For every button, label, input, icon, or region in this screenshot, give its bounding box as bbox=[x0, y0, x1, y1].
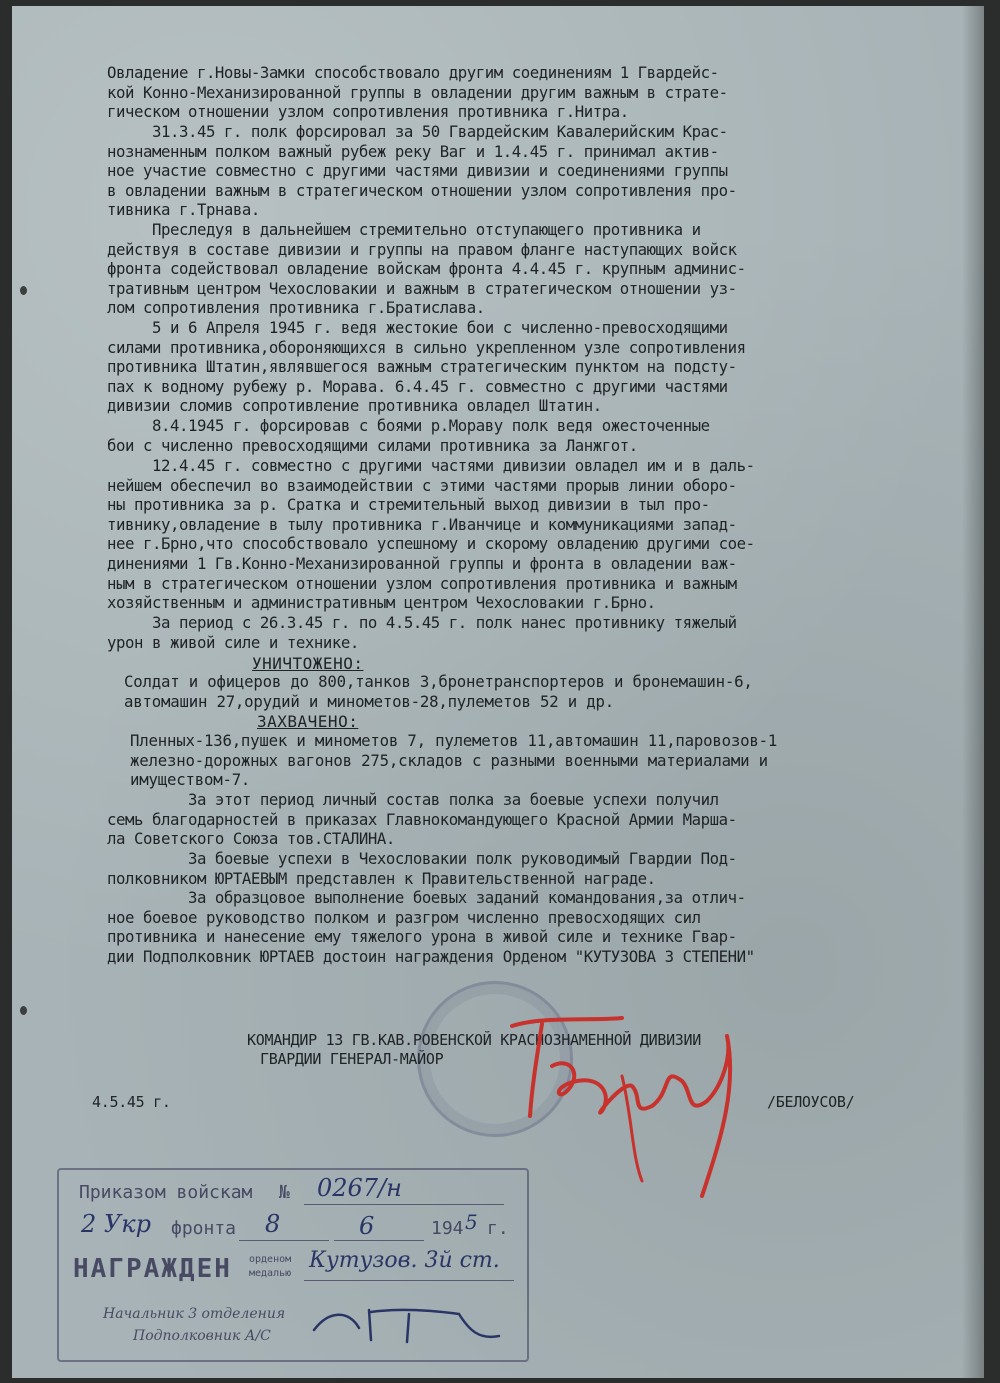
paragraph-recommendation: За образцовое выполнение боевых заданий командования,за отлич- ное боевое руководство полком и разгром численно превосходящих сил противника и нанесение ему тяжелого урона в живой силе и технике Гвар- дии Подполковник ЮРТАЕВ достоин награждения Орденом "КУТУЗОВА 3 СТЕПЕНИ" bbox=[107, 888, 755, 966]
punch-hole bbox=[20, 1006, 27, 1015]
order-word: орденом bbox=[249, 1254, 292, 1265]
commander-rank: ГВАРДИИ ГЕНЕРАЛ-МАЙОР bbox=[260, 1050, 444, 1068]
paragraph-shtatin: 5 и 6 Апреля 1945 г. ведя жестокие бои с численно-превосходящими силами противника,обороняющихся в сильно укрепленном узле сопротивления противника Штатин,являвшегося важным стратегическим пунктом на подсту- пах к водному рубежу р. Морава. 6.4.45 г. совместно с другими частями дивизии сломив сопротивление противника овладел Штатин. bbox=[107, 318, 746, 416]
signature-date: 4.5.45 г. bbox=[92, 1093, 171, 1111]
medal-word: медалью bbox=[249, 1268, 292, 1279]
year-unit: г. bbox=[487, 1218, 509, 1239]
chief-line: Начальник 3 отделения bbox=[103, 1306, 286, 1322]
order-number-line bbox=[304, 1204, 504, 1205]
number-prefix: № bbox=[279, 1182, 290, 1203]
paragraph-brno: 12.4.45 г. совместно с другими частями дивизии овладел им и в даль- нейшем обеспечил во взаимодействии с этими частями прорыв линии оборо- ны противника за р. Сратка и стремительный выход дивизии в тыл про- тивнику,овладение в тылу противника г.Иванчице и коммуникациями запад- нее г.Брно,что способствовало успешному и скорому овладению другими сое- динениями 1 Гв.Конно-Механизированной группы и фронта в овладении важ- ным в стратегическом отношении узлом сопротивления противника и важным хозяйственным и административным центром Чехословакии г.Брно. bbox=[107, 456, 755, 613]
award-stamp bbox=[57, 1168, 529, 1362]
paragraph-nomination: За боевые успехи в Чехословакии полк руководимый Гвардии Под- полковником ЮРТАЕВЫМ представлен к Правительственной награде. bbox=[107, 849, 737, 888]
paragraph-gratitudes: За этот период личный состав полка за боевые успехи получил семь благодарностей в приказах Главнокомандующего Красной Армии Марша- ла Советского Союза тов.СТАЛИНА. bbox=[107, 790, 737, 849]
paragraph-nitra: Овладение г.Новы-Замки способствовало другим соединениям 1 Гвардейс- кой Конно-Механизированной группы в овладении другим важным в страте- гическом отношении узлом сопротивления противника г.Нитра. bbox=[107, 63, 728, 122]
rank-line: Подполковник А/С bbox=[133, 1328, 271, 1344]
stamp-signature bbox=[309, 1300, 509, 1350]
order-label: Приказом войскам bbox=[79, 1182, 253, 1203]
commander-name: /БЕЛОУСОВ/ bbox=[767, 1093, 855, 1111]
paragraph-bratislava: Преследуя в дальнейшем стремительно отступающего противника и действуя в составе дивизии и группы на правом фланге наступающих войск фронта содействовал овладение войскам фронта 4.4.45 г. крупным админис- тративным центром Чехословакии и важным в стратегическом отношении уз- лом сопротивления противника г.Братислава. bbox=[107, 220, 746, 318]
day-line bbox=[239, 1240, 329, 1241]
paragraph-losses: За период с 26.3.45 г. по 4.5.45 г. полк нанес противнику тяжелый урон в живой силе и технике. bbox=[107, 613, 737, 652]
month-line bbox=[334, 1240, 424, 1241]
commander-title: КОМАНДИР 13 ГВ.КАВ.РОВЕНСКОЙ КРАСНОЗНАМЕННОЙ ДИВИЗИИ bbox=[247, 1031, 702, 1049]
award-name-line bbox=[304, 1280, 514, 1281]
year-suffix: 5 bbox=[465, 1210, 478, 1234]
awarded-label: НАГРАЖДЕН bbox=[73, 1254, 232, 1284]
document-page bbox=[12, 6, 984, 1378]
paragraph-lanzhgot: 8.4.1945 г. форсировав с боями р.Мораву полк ведя ожесточенные бои с численно превосходящими силами противника за Ланжгот. bbox=[107, 416, 710, 455]
award-month: 6 bbox=[359, 1212, 375, 1240]
award-name: Кутузов. 3й ст. bbox=[309, 1248, 500, 1273]
year-prefix: 194 bbox=[431, 1218, 464, 1239]
award-day: 8 bbox=[265, 1210, 281, 1238]
order-number: 0267/н bbox=[317, 1174, 402, 1202]
front-prefix: 2 Укр bbox=[81, 1210, 151, 1238]
captured-heading: ЗАХВАЧЕНО: bbox=[257, 712, 359, 731]
paragraph-trnava: 31.3.45 г. полк форсировал за 50 Гвардейским Кавалерийским Крас- нознаменным полком важный рубеж реку Ваг и 1.4.45 г. принимал актив- ное участие совместно с другими частями дивизии и соединениями группы в овладении важным в стратегическом отношении узлом сопротивления про- тивника г.Трнава. bbox=[107, 122, 737, 220]
destroyed-list: Солдат и офицеров до 800,танков 3,бронетранспортеров и бронемашин-6, автомашин 27,орудий и минометов-28,пулеметов 52 и др. bbox=[124, 672, 753, 711]
destroyed-heading: УНИЧТОЖЕНО: bbox=[252, 654, 364, 673]
punch-hole bbox=[20, 286, 27, 295]
front-label: фронта bbox=[171, 1218, 237, 1239]
captured-list: Пленных-136,пушек и минометов 7, пулеметов 11,автомашин 11,паровозов-1 железно-дорожных вагонов 275,складов с разными военными материалами и имуществом-7. bbox=[130, 731, 778, 790]
